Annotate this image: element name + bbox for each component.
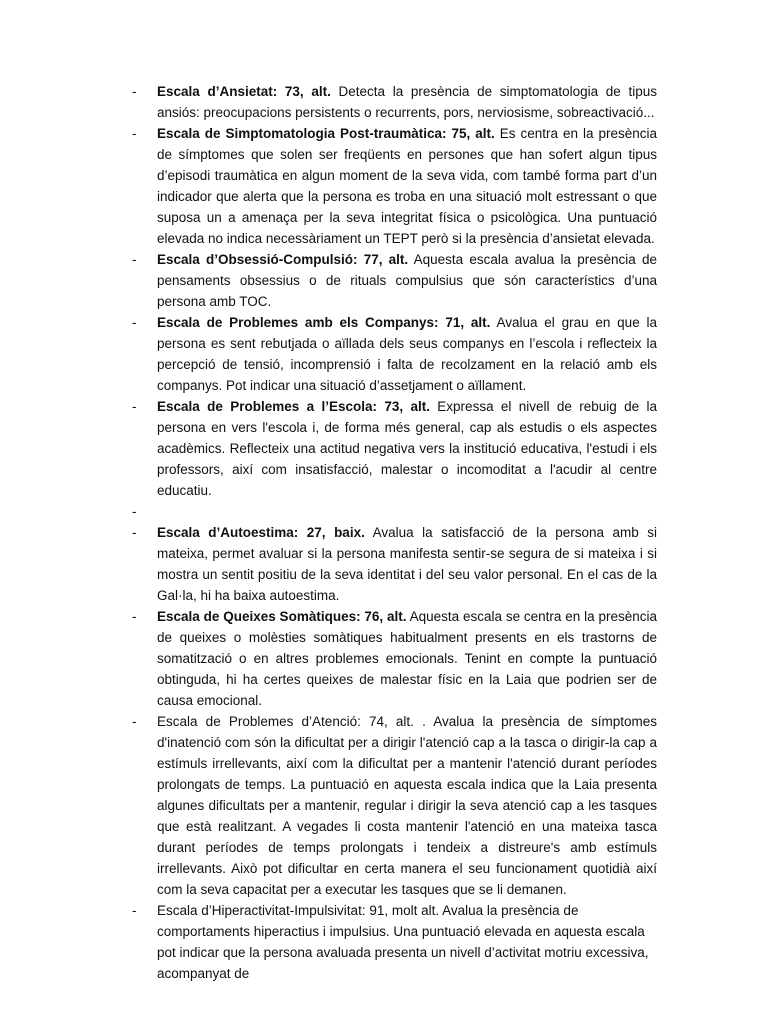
item-heading: Escala de Problemes a l’Escola: 73, alt. — [157, 399, 430, 414]
item-text — [157, 606, 657, 711]
list-dash: - — [132, 504, 137, 519]
item-text — [157, 900, 657, 984]
item-heading: Escala de Simptomatologia Post-traumàtica: 75, alt. — [157, 126, 495, 141]
list-dash: - — [132, 399, 137, 414]
list-item — [0, 900, 768, 984]
item-body: Escala de Problemes d’Atenció: 74, alt. . Avalua la presència de símptomes d'inatenció com són la dificultat per a dirigir l'atenció cap a la tasca o dirigir-la cap a estímuls irrellevants, així com la dificultat per a mantenir l'atenció durant períodes prolongats de temps. La puntuació en aquesta escala indica que la Laia presenta algunes dificultats per a mantenir, regular i dirigir la seva atenció cap a les tasques que està realitzant. A vegades li costa mantenir l'atenció en una mateixa tasca durant períodes de temps prolongats i tendeix a distreure's amb estímuls irrellevants. Això pot dificultar en certa manera el seu funcionament quotidià així com la seva capacitat per a executar les tasques que se li demanen. — [157, 714, 657, 897]
item-heading: Escala de Problemes amb els Companys: 71, alt. — [157, 315, 491, 330]
list-item — [0, 249, 768, 312]
list-item — [0, 312, 768, 396]
item-text — [157, 249, 657, 312]
item-text — [157, 81, 657, 123]
list-item — [0, 711, 768, 900]
list-dash: - — [132, 126, 137, 141]
item-text — [157, 522, 657, 606]
item-body: Es centra en la presència de símptomes que solen ser freqüents en persones que han sofert algun tipus d’episodi traumàtica en algun moment de la seva vida, com també forma part d’un indicador que alerta que la persona es troba en una situació molt estressant o que suposa un a amenaça per la seva integritat física o psicològica. Una puntuació elevada no indica necessàriament un TEPT però si la presència d’ansietat elevada. — [157, 126, 657, 246]
item-text — [157, 396, 657, 501]
list-item — [0, 606, 768, 711]
item-body: Aquesta escala se centra en la presència de queixes o molèsties somàtiques habitualment presents en els trastorns de somatització o en altres problemes emocionals. Tenint en compte la puntuació obtinguda, hi ha certes queixes de malestar físic en la Laia que podrien ser de causa emocional. — [157, 609, 657, 708]
item-body: Avalua la satisfacció de la persona amb si mateixa, permet avaluar si la persona manifesta sentir-se segura de si mateixa i si mostra un sentit positiu de la seva identitat i del seu valor personal. En el cas de la Gal·la, hi ha baixa autoestima. — [157, 525, 658, 603]
list-item — [0, 396, 768, 501]
list-dash: - — [132, 609, 137, 624]
item-body: Aquesta escala avalua la presència de pensaments obsessius o de rituals compulsius que són característics d’una persona amb TOC. — [157, 252, 657, 309]
item-text — [157, 501, 657, 522]
item-heading: Escala d’Autoestima: 27, baix. — [157, 525, 365, 540]
item-text — [157, 312, 657, 396]
item-text — [157, 711, 657, 900]
item-heading: Escala d’Ansietat: 73, alt. — [157, 84, 331, 99]
item-body: Expressa el nivell de rebuig de la persona en vers l'escola i, de forma més general, cap als estudis o els aspectes acadèmics. Reflecteix una actitud negativa vers la institució educativa, l'estudi i els professors, així com insatisfacció, malestar o incomoditat a l'acudir al centre educatiu. — [157, 399, 657, 498]
list-item-empty — [0, 501, 768, 522]
list-item — [0, 522, 768, 606]
list-item — [0, 81, 768, 123]
item-body: Detecta la presència de simptomatologia de tipus ansiós: preocupacions persistents o recurrents, pors, nerviosisme, sobreactivació... — [157, 84, 657, 120]
item-text — [157, 123, 657, 249]
list-dash: - — [132, 252, 137, 267]
list-dash: - — [132, 903, 137, 918]
list-dash: - — [132, 84, 137, 99]
list-item — [0, 123, 768, 249]
list-dash: - — [132, 525, 137, 540]
list-dash: - — [132, 714, 137, 729]
item-body: Escala d’Hiperactivitat-Impulsivitat: 91, molt alt. Avalua la presència de comportaments hiperactius i impulsius. Una puntuació elevada en aquesta escala pot indicar que la persona avaluada presenta un nivell d’activitat motriu excessiva, acompanyat de — [157, 903, 649, 981]
item-body: Avalua el grau en que la persona es sent rebutjada o aïllada dels seus companys en l’escola i reflecteix la percepció de tensió, incomprensió i falta de recolzament en la relació amb els companys. Pot indicar una situació d’assetjament o aïllament. — [157, 315, 657, 393]
item-heading: Escala de Queixes Somàtiques: 76, alt. — [157, 609, 407, 624]
item-heading: Escala d’Obsessió-Compulsió: 77, alt. — [157, 252, 409, 267]
list-dash: - — [132, 315, 137, 330]
scale-list — [0, 81, 768, 984]
